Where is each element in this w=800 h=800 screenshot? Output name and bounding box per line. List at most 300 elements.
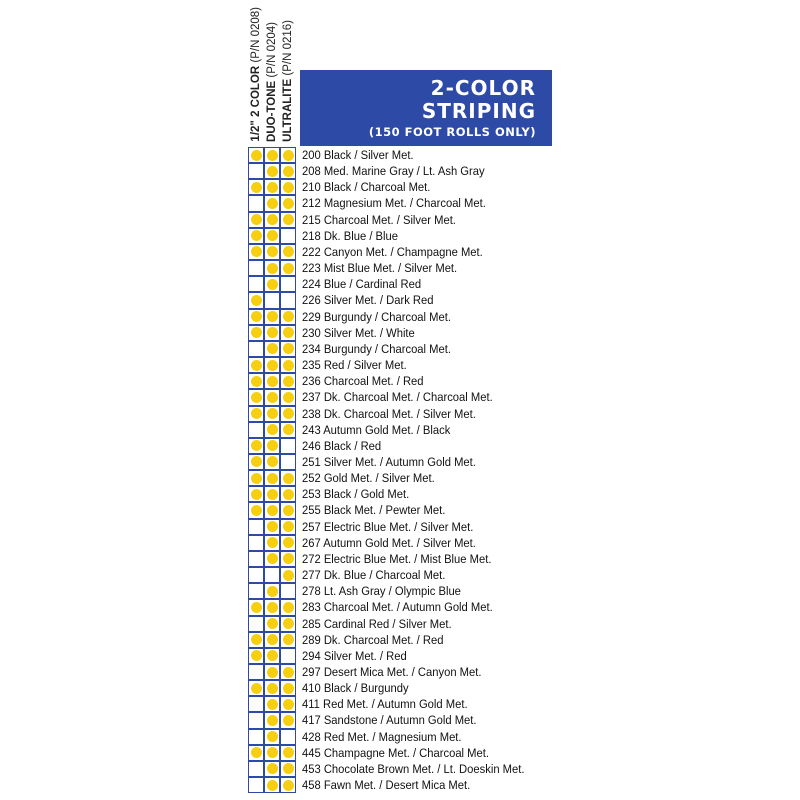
color-label: 223 Mist Blue Met. / Silver Met. xyxy=(302,261,458,276)
table-row xyxy=(248,389,568,405)
table-row xyxy=(248,260,568,276)
color-label: 417 Sandstone / Autumn Gold Met. xyxy=(302,713,477,728)
available-dot-icon xyxy=(283,327,294,338)
available-dot-icon xyxy=(283,343,294,354)
availability-cell xyxy=(280,341,296,357)
available-dot-icon xyxy=(283,521,294,532)
available-dot-icon xyxy=(251,747,262,758)
availability-cell xyxy=(264,454,280,470)
availability-cell xyxy=(248,292,264,308)
available-dot-icon xyxy=(267,586,278,597)
table-row xyxy=(248,519,568,535)
available-dot-icon xyxy=(251,650,262,661)
availability-table xyxy=(248,147,568,793)
table-row xyxy=(248,309,568,325)
available-dot-icon xyxy=(267,408,278,419)
availability-cell xyxy=(280,163,296,179)
color-label: 255 Black Met. / Pewter Met. xyxy=(302,503,446,518)
availability-cell xyxy=(280,470,296,486)
availability-cell xyxy=(280,567,296,583)
table-row xyxy=(248,696,568,712)
color-label: 222 Canyon Met. / Champagne Met. xyxy=(302,244,483,259)
available-dot-icon xyxy=(267,634,278,645)
availability-cell xyxy=(280,535,296,551)
table-row xyxy=(248,454,568,470)
available-dot-icon xyxy=(267,311,278,322)
color-label: 218 Dk. Blue / Blue xyxy=(302,228,398,243)
available-dot-icon xyxy=(283,537,294,548)
available-dot-icon xyxy=(267,650,278,661)
color-label: 215 Charcoal Met. / Silver Met. xyxy=(302,212,456,227)
availability-cell xyxy=(264,389,280,405)
table-row xyxy=(248,438,568,454)
availability-cell xyxy=(264,745,280,761)
availability-cell xyxy=(280,696,296,712)
color-label: 453 Chocolate Brown Met. / Lt. Doeskin Met. xyxy=(302,761,525,776)
available-dot-icon xyxy=(267,263,278,274)
availability-cell xyxy=(248,228,264,244)
availability-cell xyxy=(264,632,280,648)
availability-cell xyxy=(264,583,280,599)
availability-cell xyxy=(264,373,280,389)
table-row xyxy=(248,486,568,502)
available-dot-icon xyxy=(251,392,262,403)
availability-cell xyxy=(264,244,280,260)
color-label: 246 Black / Red xyxy=(302,438,382,453)
availability-cell xyxy=(264,502,280,518)
availability-cell xyxy=(248,551,264,567)
availability-cell xyxy=(280,745,296,761)
availability-cell xyxy=(264,406,280,422)
available-dot-icon xyxy=(283,263,294,274)
banner-title-line-1: 2-COLOR xyxy=(430,76,536,100)
available-dot-icon xyxy=(267,473,278,484)
available-dot-icon xyxy=(267,780,278,791)
availability-cell xyxy=(248,696,264,712)
availability-cell xyxy=(280,357,296,373)
available-dot-icon xyxy=(267,376,278,387)
color-label: 294 Silver Met. / Red xyxy=(302,648,407,663)
availability-cell xyxy=(248,325,264,341)
table-row xyxy=(248,648,568,664)
table-row xyxy=(248,502,568,518)
availability-cell xyxy=(248,422,264,438)
available-dot-icon xyxy=(283,667,294,678)
available-dot-icon xyxy=(251,230,262,241)
available-dot-icon xyxy=(267,489,278,500)
color-label: 243 Autumn Gold Met. / Black xyxy=(302,422,451,437)
availability-cell xyxy=(280,438,296,454)
color-label: 297 Desert Mica Met. / Canyon Met. xyxy=(302,665,482,679)
available-dot-icon xyxy=(283,198,294,209)
available-dot-icon xyxy=(283,360,294,371)
table-row xyxy=(248,325,568,341)
availability-cell xyxy=(248,195,264,211)
available-dot-icon xyxy=(251,182,262,193)
availability-cell xyxy=(264,276,280,292)
availability-cell xyxy=(248,406,264,422)
color-label: 200 Black / Silver Met. xyxy=(302,148,414,162)
available-dot-icon xyxy=(251,408,262,419)
available-dot-icon xyxy=(283,683,294,694)
availability-cell xyxy=(264,470,280,486)
availability-cell xyxy=(264,292,280,308)
available-dot-icon xyxy=(267,166,278,177)
available-dot-icon xyxy=(251,634,262,645)
available-dot-icon xyxy=(251,327,262,338)
availability-cell xyxy=(264,616,280,632)
color-label: 238 Dk. Charcoal Met. / Silver Met. xyxy=(302,406,476,421)
availability-cell xyxy=(280,244,296,260)
availability-cell xyxy=(264,729,280,745)
availability-cell xyxy=(264,357,280,373)
table-row xyxy=(248,567,568,583)
available-dot-icon xyxy=(283,715,294,726)
color-label: 237 Dk. Charcoal Met. / Charcoal Met. xyxy=(302,390,493,405)
available-dot-icon xyxy=(267,392,278,403)
table-row xyxy=(248,422,568,438)
availability-cell xyxy=(248,616,264,632)
available-dot-icon xyxy=(267,602,278,613)
available-dot-icon xyxy=(267,150,278,161)
availability-cell xyxy=(248,583,264,599)
available-dot-icon xyxy=(267,715,278,726)
availability-cell xyxy=(280,195,296,211)
available-dot-icon xyxy=(283,166,294,177)
availability-cell xyxy=(248,745,264,761)
available-dot-icon xyxy=(267,747,278,758)
availability-cell xyxy=(264,147,280,163)
color-label: 212 Magnesium Met. / Charcoal Met. xyxy=(302,196,486,211)
availability-cell xyxy=(280,454,296,470)
table-row xyxy=(248,583,568,599)
table-row xyxy=(248,341,568,357)
availability-cell xyxy=(264,519,280,535)
available-dot-icon xyxy=(251,683,262,694)
available-dot-icon xyxy=(251,473,262,484)
availability-cell xyxy=(264,212,280,228)
available-dot-icon xyxy=(267,198,278,209)
available-dot-icon xyxy=(267,214,278,225)
available-dot-icon xyxy=(283,602,294,613)
availability-cell xyxy=(248,163,264,179)
available-dot-icon xyxy=(267,279,278,290)
available-dot-icon xyxy=(251,489,262,500)
availability-cell xyxy=(264,486,280,502)
availability-cell xyxy=(280,309,296,325)
availability-cell xyxy=(280,260,296,276)
available-dot-icon xyxy=(283,246,294,257)
availability-cell xyxy=(264,325,280,341)
availability-cell xyxy=(280,632,296,648)
table-row xyxy=(248,406,568,422)
available-dot-icon xyxy=(267,327,278,338)
available-dot-icon xyxy=(283,505,294,516)
availability-cell xyxy=(248,567,264,583)
available-dot-icon xyxy=(283,376,294,387)
availability-cell xyxy=(248,599,264,615)
color-label: 428 Red Met. / Magnesium Met. xyxy=(302,729,462,744)
availability-cell xyxy=(264,341,280,357)
available-dot-icon xyxy=(251,602,262,613)
availability-cell xyxy=(248,729,264,745)
availability-cell xyxy=(248,454,264,470)
availability-cell xyxy=(248,260,264,276)
color-label: 283 Charcoal Met. / Autumn Gold Met. xyxy=(302,600,493,615)
available-dot-icon xyxy=(267,360,278,371)
table-row xyxy=(248,195,568,211)
availability-cell xyxy=(280,389,296,405)
availability-cell xyxy=(248,712,264,728)
availability-cell xyxy=(248,502,264,518)
color-label: 208 Med. Marine Gray / Lt. Ash Gray xyxy=(302,164,485,179)
availability-cell xyxy=(264,228,280,244)
table-row xyxy=(248,373,568,389)
availability-cell xyxy=(248,761,264,777)
availability-cell xyxy=(280,616,296,632)
available-dot-icon xyxy=(283,570,294,581)
availability-cell xyxy=(280,373,296,389)
available-dot-icon xyxy=(267,440,278,451)
color-label: 272 Electric Blue Met. / Mist Blue Met. xyxy=(302,551,492,566)
column-headers xyxy=(248,0,300,146)
availability-cell xyxy=(248,664,264,680)
availability-cell xyxy=(248,309,264,325)
available-dot-icon xyxy=(251,214,262,225)
available-dot-icon xyxy=(267,763,278,774)
available-dot-icon xyxy=(251,456,262,467)
table-row xyxy=(248,664,568,680)
available-dot-icon xyxy=(267,699,278,710)
table-row xyxy=(248,777,568,793)
available-dot-icon xyxy=(267,731,278,742)
available-dot-icon xyxy=(283,780,294,791)
availability-cell xyxy=(264,696,280,712)
availability-cell xyxy=(248,373,264,389)
table-row xyxy=(248,535,568,551)
availability-cell xyxy=(248,276,264,292)
color-label: 277 Dk. Blue / Charcoal Met. xyxy=(302,568,446,583)
available-dot-icon xyxy=(251,295,262,306)
available-dot-icon xyxy=(283,763,294,774)
available-dot-icon xyxy=(267,424,278,435)
availability-cell xyxy=(248,777,264,793)
availability-cell xyxy=(280,551,296,567)
table-row xyxy=(248,276,568,292)
availability-cell xyxy=(280,761,296,777)
banner-title-line-2: STRIPING xyxy=(421,99,536,123)
available-dot-icon xyxy=(283,392,294,403)
available-dot-icon xyxy=(251,440,262,451)
table-row xyxy=(248,357,568,373)
available-dot-icon xyxy=(267,246,278,257)
availability-cell xyxy=(248,519,264,535)
availability-cell xyxy=(280,519,296,535)
availability-cell xyxy=(280,648,296,664)
color-label: 252 Gold Met. / Silver Met. xyxy=(302,471,435,486)
color-label: 410 Black / Burgundy xyxy=(302,681,409,696)
color-label: 224 Blue / Cardinal Red xyxy=(302,277,422,292)
availability-cell xyxy=(248,212,264,228)
available-dot-icon xyxy=(283,489,294,500)
availability-cell xyxy=(280,276,296,292)
available-dot-icon xyxy=(251,376,262,387)
availability-cell xyxy=(264,163,280,179)
availability-cell xyxy=(280,729,296,745)
availability-cell xyxy=(264,712,280,728)
color-label: 234 Burgundy / Charcoal Met. xyxy=(302,341,451,356)
color-label: 278 Lt. Ash Gray / Olympic Blue xyxy=(302,584,461,599)
availability-cell xyxy=(264,680,280,696)
availability-cell xyxy=(264,309,280,325)
availability-cell xyxy=(248,535,264,551)
availability-cell xyxy=(264,648,280,664)
color-label: 458 Fawn Met. / Desert Mica Met. xyxy=(302,778,471,793)
available-dot-icon xyxy=(283,473,294,484)
available-dot-icon xyxy=(267,683,278,694)
available-dot-icon xyxy=(283,618,294,629)
available-dot-icon xyxy=(267,618,278,629)
availability-cell xyxy=(248,680,264,696)
color-label: 445 Champagne Met. / Charcoal Met. xyxy=(302,745,489,760)
available-dot-icon xyxy=(267,521,278,532)
banner-subtitle: (150 FOOT ROLLS ONLY) xyxy=(368,125,536,139)
color-label: 251 Silver Met. / Autumn Gold Met. xyxy=(302,454,476,469)
available-dot-icon xyxy=(283,634,294,645)
available-dot-icon xyxy=(267,537,278,548)
availability-cell xyxy=(264,551,280,567)
color-label: 230 Silver Met. / White xyxy=(302,325,415,340)
color-label: 229 Burgundy / Charcoal Met. xyxy=(302,309,451,324)
availability-cell xyxy=(280,325,296,341)
available-dot-icon xyxy=(251,150,262,161)
availability-cell xyxy=(264,438,280,454)
availability-cell xyxy=(248,648,264,664)
availability-cell xyxy=(264,422,280,438)
availability-cell xyxy=(280,212,296,228)
color-label: 267 Autumn Gold Met. / Silver Met. xyxy=(302,535,476,550)
title-banner xyxy=(300,70,552,146)
availability-cell xyxy=(264,260,280,276)
table-row xyxy=(248,680,568,696)
availability-cell xyxy=(248,357,264,373)
availability-cell xyxy=(280,680,296,696)
table-row xyxy=(248,599,568,615)
availability-cell xyxy=(248,470,264,486)
table-row xyxy=(248,632,568,648)
table-row xyxy=(248,179,568,195)
availability-cell xyxy=(280,147,296,163)
available-dot-icon xyxy=(251,311,262,322)
available-dot-icon xyxy=(283,699,294,710)
availability-cell xyxy=(264,761,280,777)
color-label: 289 Dk. Charcoal Met. / Red xyxy=(302,632,444,647)
column-header-half-inch-2-color: 1/2" 2 COLOR (P/N 0208) xyxy=(250,7,262,142)
available-dot-icon xyxy=(251,505,262,516)
available-dot-icon xyxy=(251,246,262,257)
table-row xyxy=(248,470,568,486)
available-dot-icon xyxy=(267,343,278,354)
available-dot-icon xyxy=(267,456,278,467)
table-row xyxy=(248,729,568,745)
available-dot-icon xyxy=(267,230,278,241)
available-dot-icon xyxy=(283,182,294,193)
color-label: 210 Black / Charcoal Met. xyxy=(302,180,431,195)
availability-cell xyxy=(264,567,280,583)
availability-cell xyxy=(280,777,296,793)
availability-cell xyxy=(280,228,296,244)
availability-cell xyxy=(248,438,264,454)
availability-cell xyxy=(264,664,280,680)
available-dot-icon xyxy=(283,150,294,161)
available-dot-icon xyxy=(283,214,294,225)
available-dot-icon xyxy=(251,360,262,371)
color-label: 235 Red / Silver Met. xyxy=(302,358,407,373)
availability-cell xyxy=(280,179,296,195)
color-label: 226 Silver Met. / Dark Red xyxy=(302,293,434,308)
availability-cell xyxy=(280,712,296,728)
table-row xyxy=(248,551,568,567)
availability-cell xyxy=(280,599,296,615)
table-row xyxy=(248,212,568,228)
color-label: 236 Charcoal Met. / Red xyxy=(302,374,424,389)
availability-cell xyxy=(248,632,264,648)
availability-cell xyxy=(264,179,280,195)
availability-cell xyxy=(248,389,264,405)
availability-cell xyxy=(264,195,280,211)
available-dot-icon xyxy=(267,667,278,678)
available-dot-icon xyxy=(267,505,278,516)
available-dot-icon xyxy=(283,424,294,435)
table-row xyxy=(248,163,568,179)
color-label: 411 Red Met. / Autumn Gold Met. xyxy=(302,697,468,712)
available-dot-icon xyxy=(283,747,294,758)
availability-cell xyxy=(248,486,264,502)
table-row xyxy=(248,745,568,761)
availability-cell xyxy=(280,664,296,680)
available-dot-icon xyxy=(283,408,294,419)
table-row xyxy=(248,712,568,728)
color-label: 253 Black / Gold Met. xyxy=(302,487,410,502)
availability-cell xyxy=(280,502,296,518)
table-row xyxy=(248,292,568,308)
column-header-duo-tone: DUO-TONE (P/N 0204) xyxy=(266,22,278,142)
color-label: 285 Cardinal Red / Silver Met. xyxy=(302,616,452,631)
column-header-ultralite: ULTRALITE (P/N 0216) xyxy=(282,20,294,142)
availability-cell xyxy=(248,179,264,195)
availability-cell xyxy=(248,147,264,163)
available-dot-icon xyxy=(267,553,278,564)
availability-cell xyxy=(280,583,296,599)
availability-cell xyxy=(280,486,296,502)
color-label: 257 Electric Blue Met. / Silver Met. xyxy=(302,519,474,534)
table-row xyxy=(248,616,568,632)
availability-cell xyxy=(248,244,264,260)
availability-cell xyxy=(280,292,296,308)
table-row xyxy=(248,244,568,260)
availability-cell xyxy=(264,535,280,551)
table-row xyxy=(248,147,568,163)
availability-cell xyxy=(280,422,296,438)
availability-cell xyxy=(264,599,280,615)
table-row xyxy=(248,761,568,777)
availability-cell xyxy=(264,777,280,793)
table-row xyxy=(248,228,568,244)
available-dot-icon xyxy=(267,182,278,193)
available-dot-icon xyxy=(283,553,294,564)
availability-cell xyxy=(280,406,296,422)
availability-cell xyxy=(248,341,264,357)
